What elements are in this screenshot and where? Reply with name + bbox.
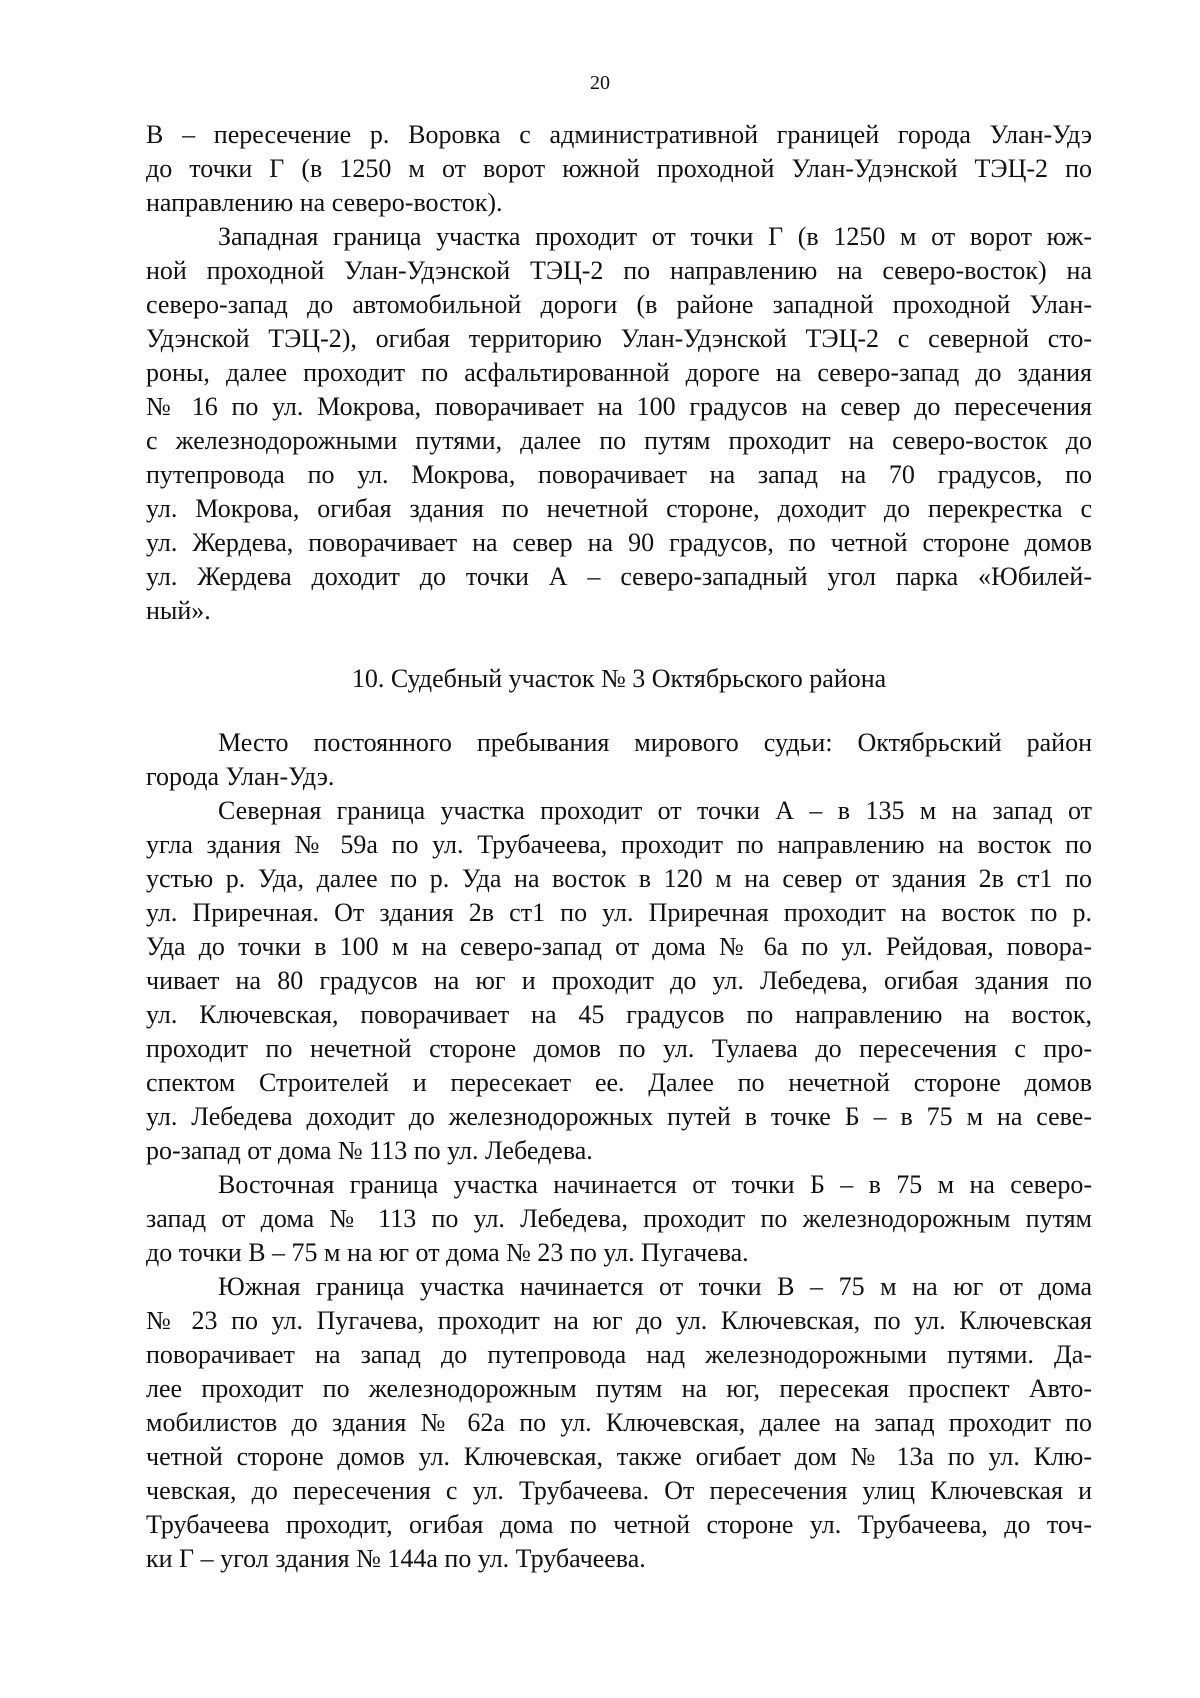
text-line: путепровода по ул. Мокрова, поворачивает на запад на 70 градусов, по xyxy=(146,460,1092,489)
text-line: города Улан-Удэ. xyxy=(146,762,335,791)
paragraph xyxy=(146,794,1092,1168)
text-line: ро-запад от дома № 113 по ул. Лебедева. xyxy=(146,1136,593,1165)
document-body xyxy=(146,118,1092,1576)
text-line: Трубачеева проходит, огибая дома по четной стороне ул. Трубачеева, до точ- xyxy=(146,1510,1092,1539)
text-line: до точки Г (в 1250 м от ворот южной проходной Улан-Удэнской ТЭЦ-2 по xyxy=(146,154,1092,183)
text-line: Северная граница участка проходит от точки А – в 135 м на запад от xyxy=(218,796,1092,825)
text-line: ки Г – угол здания № 144а по ул. Трубачеева. xyxy=(146,1544,646,1573)
text-line: В – пересечение р. Воровка с административной границей города Улан-Удэ xyxy=(146,120,1092,149)
text-line: ул. Лебедева доходит до железнодорожных путей в точке Б – в 75 м на севе- xyxy=(146,1102,1092,1131)
text-line: спектом Строителей и пересекает ее. Далее по нечетной стороне домов xyxy=(146,1068,1092,1097)
section-heading: 10. Судебный участок № 3 Октябрьского района xyxy=(351,664,887,693)
text-line: запад от дома № 113 по ул. Лебедева, проходит по железнодорожным путям xyxy=(146,1204,1092,1233)
text-line: № 23 по ул. Пугачева, проходит на юг до ул. Ключевская, по ул. Ключевская xyxy=(146,1306,1092,1335)
text-line: чивает на 80 градусов на юг и проходит до ул. Лебедева, огибая здания по xyxy=(146,966,1092,995)
text-line: мобилистов до здания № 62а по ул. Ключевская, далее на запад проходит по xyxy=(146,1408,1092,1437)
paragraphs-after-heading xyxy=(146,726,1092,1576)
text-line: устью р. Уда, далее по р. Уда на восток в 120 м на север от здания 2в ст1 по xyxy=(146,864,1092,893)
spacer xyxy=(146,628,1092,662)
spacer xyxy=(146,696,1092,726)
paragraph xyxy=(146,220,1092,628)
text-line: роны, далее проходит по асфальтированной дороге на северо-запад до здания xyxy=(146,358,1092,387)
paragraphs-before-heading xyxy=(146,118,1092,628)
text-line: ул. Жердева, поворачивает на север на 90 градусов, по четной стороне домов xyxy=(146,528,1092,557)
text-line: Восточная граница участка начинается от точки Б – в 75 м на северо- xyxy=(218,1170,1092,1199)
paragraph xyxy=(146,726,1092,794)
paragraph xyxy=(146,1270,1092,1576)
paragraph xyxy=(146,118,1092,220)
text-line: угла здания № 59а по ул. Трубачеева, проходит по направлению на восток по xyxy=(146,830,1092,859)
text-line: № 16 по ул. Мокрова, поворачивает на 100 градусов на север до пересечения xyxy=(146,392,1092,421)
text-line: ул. Ключевская, поворачивает на 45 градусов по направлению на восток, xyxy=(146,1000,1092,1029)
text-line: до точки В – 75 м на юг от дома № 23 по ул. Пугачева. xyxy=(146,1238,749,1267)
text-line: проходит по нечетной стороне домов по ул. Тулаева до пересечения с про- xyxy=(146,1034,1092,1063)
text-line: Уда до точки в 100 м на северо-запад от дома № 6а по ул. Рейдовая, повора- xyxy=(146,932,1092,961)
text-line: ул. Жердева доходит до точки А – северо-западный угол парка «Юбилей- xyxy=(146,562,1092,591)
text-line: Место постоянного пребывания мирового судьи: Октябрьский район xyxy=(218,728,1092,757)
text-line: поворачивает на запад до путепровода над железнодорожными путями. Да- xyxy=(146,1340,1092,1369)
text-line: ул. Приречная. От здания 2в ст1 по ул. Приречная проходит на восток по р. xyxy=(146,898,1092,927)
text-line: Удэнской ТЭЦ-2), огибая территорию Улан-Удэнской ТЭЦ-2 с северной сто- xyxy=(146,324,1092,353)
text-line: четной стороне домов ул. Ключевская, также огибает дом № 13а по ул. Клю- xyxy=(146,1442,1092,1471)
text-line: Западная граница участка проходит от точки Г (в 1250 м от ворот юж- xyxy=(218,222,1092,251)
text-line: ул. Мокрова, огибая здания по нечетной стороне, доходит до перекрестка с xyxy=(146,494,1092,523)
text-line: чевская, до пересечения с ул. Трубачеева. От пересечения улиц Ключевская и xyxy=(146,1476,1092,1505)
page-number: 20 xyxy=(590,72,610,94)
paragraph xyxy=(146,1168,1092,1270)
text-line: ный». xyxy=(146,596,211,625)
text-line: с железнодорожными путями, далее по путям проходит на северо-восток до xyxy=(146,426,1092,455)
text-line: северо-запад до автомобильной дороги (в районе западной проходной Улан- xyxy=(146,290,1092,319)
text-line: ной проходной Улан-Удэнской ТЭЦ-2 по направлению на северо-восток) на xyxy=(146,256,1092,285)
text-line: Южная граница участка начинается от точки В – 75 м на юг от дома xyxy=(218,1272,1092,1301)
text-line: направлению на северо-восток). xyxy=(146,188,503,217)
text-line: лее проходит по железнодорожным путям на юг, пересекая проспект Авто- xyxy=(146,1374,1092,1403)
